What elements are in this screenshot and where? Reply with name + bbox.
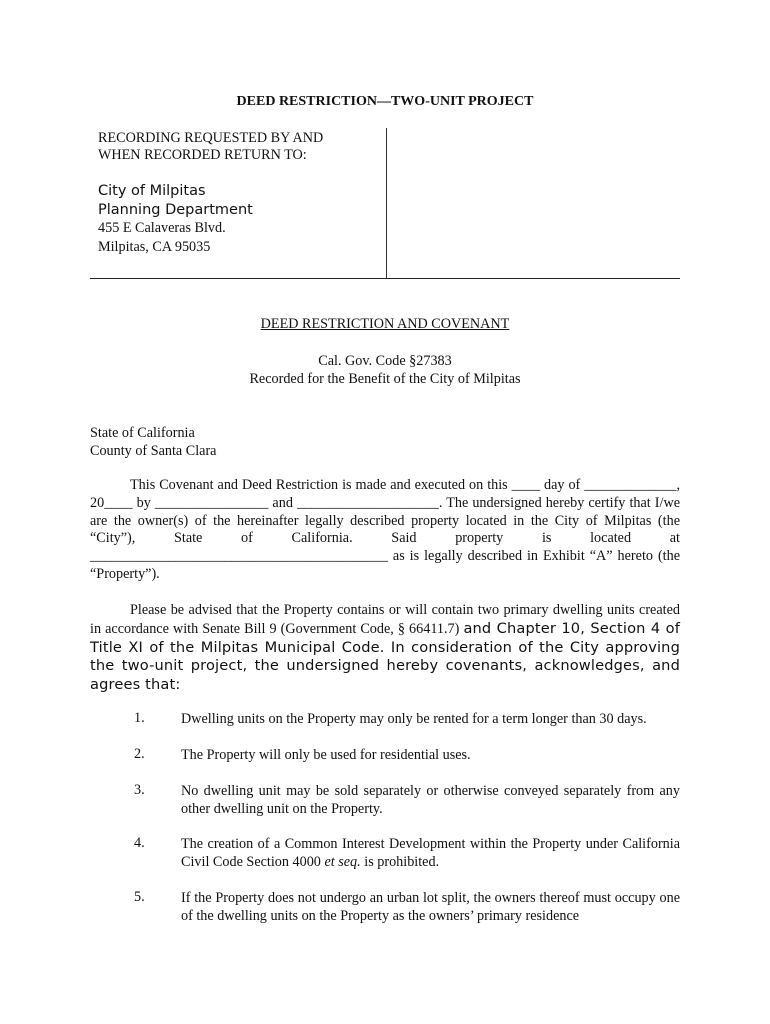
recipient-street: 455 E Calaveras Blvd. [98,220,226,236]
gov-code-line: Cal. Gov. Code §27383 [318,353,452,369]
item-number: 2. [134,746,145,762]
county-line: County of Santa Clara [90,443,217,459]
item-text-before: The creation of a Common Interest Development within the Property under California Civil Code Section 4000 [181,836,680,870]
paragraph-2-sans: and Chapter 10, Section 4 of Title XI of the Milpitas Municipal Code. In consideration of the City approving the two-unit project, the undersigned hereby covenants, acknowledges, and agrees that: [90,619,680,694]
recording-label-line1: RECORDING REQUESTED BY AND [98,130,324,146]
recipient-city-state-zip: Milpitas, CA 95035 [98,239,211,255]
code-reference [90,352,680,388]
paragraph-2-serif: Please be advised that the Property contains or will contain two primary dwelling units created in accordance with Senate Bill 9 (Government Code, § 66411.7) [90,602,680,637]
item-text: If the Property does not undergo an urban lot split, the owners thereof must occupy one of the dwelling units on the Property as the owners’ primary residence [181,890,680,924]
recording-label [98,130,323,164]
covenant-heading: DEED RESTRICTION AND COVENANT [260,316,510,332]
document-title: DEED RESTRICTION—TWO-UNIT PROJECT [236,94,534,109]
covenant-paragraph-2 [90,602,680,695]
item-number: 3. [134,782,145,798]
state-line: State of California [90,425,195,441]
item-number: 1. [134,710,145,726]
item-text-after: is prohibited. [360,854,440,870]
item-text: No dwelling unit may be sold separately or otherwise conveyed separately from any other dwelling unit on the Property. [181,783,680,817]
recording-label-line2: WHEN RECORDED RETURN TO: [98,147,307,163]
item-number: 4. [134,835,145,851]
paragraph-1-text: This Covenant and Deed Restriction is made and executed on this ____ day of _____________, 20____ by ________________ and ____________________. The undersigned hereby certify that I/we are the owner(s) of the hereinafter legally described property located in the City of Milpitas (the “City”), State of California. Said property is located at __________________________________________ as is legally described in Exhibit “A” hereto (the “Property”). [90,477,680,582]
recipient-department: Planning Department [98,202,253,218]
item-text: The Property will only be used for residential uses. [181,747,471,763]
benefit-line: Recorded for the Benefit of the City of Milpitas [249,371,521,387]
item-text [181,835,680,871]
recipient-city: City of Milpitas [98,183,206,199]
header-divider [90,278,680,279]
item-number: 5. [134,889,145,905]
recipient-name [98,182,253,220]
covenant-paragraph-1 [90,477,680,584]
jurisdiction [90,424,216,460]
recipient-address [98,219,226,257]
item-text-italic: et seq. [324,854,361,870]
item-text: Dwelling units on the Property may only be rented for a term longer than 30 days. [181,711,647,727]
